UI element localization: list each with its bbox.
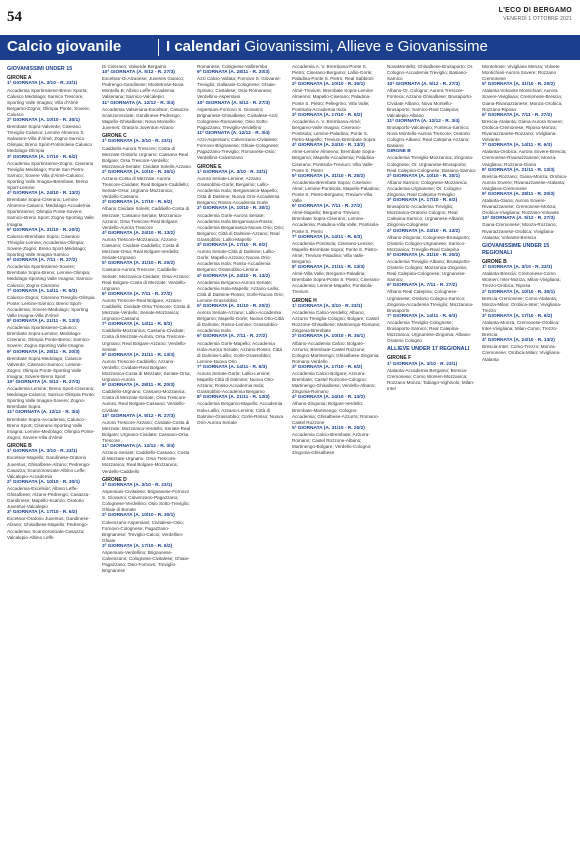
matchday-heading: 7ª GIORNATA (A. 14/11 - R. 6/3) xyxy=(482,143,552,149)
matchday-heading: 7ª GIORNATA (A. 14/11 - R. 6/3) xyxy=(7,288,77,294)
matchday-heading: 1ª GIORNATA (A. 3/10 - R. 23/1) xyxy=(292,303,363,309)
fixture-list: Aspersiani-Verdellino; Brignanese-Calvenzano; Colognese-Civitalese; Ghiaie-Pagazzano; Osio-Fornovo; Treviglio-Brignanese xyxy=(102,550,190,574)
championship-heading: ALLIEVE UNDER 17 REGIONALI xyxy=(387,346,470,353)
fixture-list: Accademia Calcio-Brembate; Azzurra-Romano; Castel Rozzone-Albano; Martinengo-Bolgare; Verdello-Cologno; Zingonia-Ghisalbese xyxy=(292,431,372,456)
matchday-heading: 11ª GIORNATA (A. 12/12 - R. 3/4) xyxy=(197,131,270,137)
matchday-heading: 4ª GIORNATA (A. 24/10 - R. 13/2) xyxy=(482,338,555,344)
issue-date: VENERDÌ 1 OTTOBRE 2021 xyxy=(503,16,572,22)
matchday-heading: 3ª GIORNATA (A. 17/10 - R. 6/2) xyxy=(7,154,78,160)
fixture-list: Aurora Trescore-Azzano; Cividate-Costa di Mezzate; Mozzanica-Verdello; Seriate-Real Bolgare; Urgnano-Cividate; Cassano-Orsa Trescore xyxy=(102,419,191,444)
matchday-heading: 4ª GIORNATA (A. 24/10 - R. 13/2) xyxy=(292,395,365,401)
fixture-list: Albano-Sarnico; Colognese-Mozzanica; Accademia-Urgnanese; Or. Cologno-Zingonia; Real Calepina-Treviglio xyxy=(387,179,468,197)
fixture-list: Atalanta-Monza; Cremonese-Orobica; Inter-Vivigliana; Milan-Como; Trezzo-Brescia xyxy=(482,319,560,338)
matchday-heading: 2ª GIORNATA (A. 10/10 - R. 30/1) xyxy=(197,206,270,212)
fixture-list: Accademia Treviglio-Colognese; Brusaporto-Sarnico; Real Calepina-Mozzanica; Urgnanese-Zingonia; Albano-Oratorio Cologno xyxy=(387,319,472,344)
matchday-heading: 9ª GIORNATA (A. 28/11 - R. 20/3) xyxy=(102,383,175,389)
fixture-list: Albano-Zingonia; Bolgare-Verdello; Brembate-Martinengo; Cologno-Accademia; Ghisalbese-Azzurra; Romano-Castel Rozzone xyxy=(292,401,380,425)
matchday-heading: 4ª GIORNATA (A. 24/10 - R. 13/2) xyxy=(102,230,175,236)
fixture-list: Albano-Accademia Calcio; Bolgare-Azzurra; Brembate-Castel Rozzone; Cologno-Martinengo; Ghisalbese-Zingonia; Romano-Verdello xyxy=(292,340,380,364)
group-heading: GIRONE H xyxy=(292,297,317,304)
fixture-list: Azzano-Seriate; Caddiello-Cassano; Costa di Mezzate-Urgnano; Orsa Trescore-Mozzanica; Real Bolgare-Mozzanica; Verdello-Caddiello xyxy=(102,450,190,474)
matchday-heading: 3ª GIORNATA (A. 17/10 - R. 6/2) xyxy=(7,510,78,516)
matchday-heading: 10ª GIORNATA (A. 5/12 - R. 27/3) xyxy=(102,70,175,76)
matchday-heading: 5ª GIORNATA (A. 31/10 - R. 20/2) xyxy=(102,261,175,267)
article-columns xyxy=(7,64,575,844)
matchday-heading: 3ª GIORNATA (A. 17/10 - R. 6/2) xyxy=(482,313,553,319)
group-heading: GIRONE B xyxy=(482,258,507,265)
column-6 xyxy=(482,64,571,844)
section-title: Calcio giovanile xyxy=(7,38,122,55)
fixture-list: Atalanta-Accademia Bergamo; Brescia-Cremonese; Como Women-Mozzanica; Rozzano-Monza; Tabiago-Vighinolo; Milan-Inter xyxy=(387,367,475,392)
fixture-list: Aurora Trescore-Real Bolgare; Azzano-Caddiello; Cividate-Orsa Trescore; Costa di Mezzate-Verdello; Seriate-Mozzanica; Urgnano-Cassano xyxy=(102,297,191,322)
column-3 xyxy=(197,64,286,844)
fixture-list: Accademia Treviglio-Albano; Brusaporto-Oratorio Cologno; Mozzanica-Zingonia; Real Calepina-Colognese; Urgnanese-Sarnico xyxy=(387,259,471,283)
fixture-list: Brembate Sopra-Accademia; Calusco-Breno Sport; Ciserano-Sporting Valle Imagna; Lemine-Medolago; Olimpia Ponte-Zogno; Sovere-Villa d'Almè xyxy=(7,416,95,440)
fixture-list: Calusco-Brembate Sopra; Ciserano Treviglio-Lemine; Accademia-Olimpia; Sovere-Zogno; Breno Sport-Medolago; Sporting Valle Imagna-Sarnico xyxy=(7,233,87,258)
matchday-heading: 6ª GIORNATA (A. 7/11 - R. 27/2) xyxy=(197,334,267,340)
fixture-list: Accademia Treviglio-Mozzanica; Zingonia-Colognese; Or. Urgnanese-Brusaporto; Real Calepina-Colognese; Basiano-Sarnico xyxy=(387,155,476,173)
matchday-heading: 5ª GIORNATA (A. 31/10 - R. 20/2) xyxy=(7,227,80,233)
group-heading: GIRONE B xyxy=(7,442,32,449)
matchday-heading: 6ª GIORNATA (A. 7/11 - R. 27/2) xyxy=(7,258,77,264)
group-heading: GIRONE D xyxy=(102,476,127,483)
matchday-heading: 2ª GIORNATA (A. 10/10 - R. 30/1) xyxy=(102,513,175,519)
matchday-heading: 5ª GIORNATA (A. 31/10 - R. 20/2) xyxy=(292,173,365,179)
matchday-heading: 6ª GIORNATA (A. 7/11 - R. 27/2) xyxy=(482,112,552,118)
matchday-heading: 3ª GIORNATA (A. 17/10 - R. 6/2) xyxy=(102,543,173,549)
fixture-list: Accademia Sportinsieme-Zogno; Ciserano Treviglio-Medolago; Ponte San Pietro-Sarnico; Sovere Villa d'Almè-Calusco; Sporting Valle Imagna-Brembate; Breno Sport-Lemine xyxy=(7,160,94,190)
matchday-heading: 7ª GIORNATA (A. 14/11 - R. 6/3) xyxy=(292,234,362,240)
fixture-list: NovaMontello; Ghisalbese-Brusaporto; Or. Cologno-Accademia Treviglio; Basiano-Sarnico xyxy=(387,64,474,82)
fixture-list: Accademia-Lemine; Breno Sport-Ciserano; Medolago-Calusco; Sarnico-Olimpia Ponte; Sporting Valle Imagna-Sovere; Zogno-Brembate Sopra xyxy=(7,386,96,410)
matchday-heading: 1ª GIORNATA (A. 3/10 - R. 23/1) xyxy=(7,81,78,87)
matchday-heading: 6ª GIORNATA (A. 7/11 - R. 27/2) xyxy=(292,204,362,210)
matchday-heading: 8ª GIORNATA (A. 21/11 - R. 13/3) xyxy=(197,395,270,401)
fixture-list: Accademia-Pontisola; Ciserano-Lemine; Mapello-Brembate Sopra; Ponte S. Pietro-Almè; Trevium-Paladina; Villa Valle-Bergamo xyxy=(292,240,379,264)
matchday-heading: 3ª GIORNATA (A. 17/10 - R. 6/2) xyxy=(387,198,458,204)
column-2 xyxy=(102,64,191,844)
group-heading: GIRONE C xyxy=(102,133,127,140)
fixture-list: Brescia-Inter; Como-Trezzo; Monza-Cremonese; Orobica-Milan; Vivigliana-Atalanta xyxy=(482,344,561,362)
matchday-heading: 8ª GIORNATA (A. 21/11 - R. 13/3) xyxy=(7,319,80,325)
group-heading: GIRONE F xyxy=(387,355,412,362)
column-1 xyxy=(7,64,96,844)
fixture-list: Almè-Mapello; Bergamo-Trevium; Brembate Sopra-Ciserano; Lemine-Accademia; Paladina-Villa Valle; Pontisola-Ponte S. Pietro xyxy=(292,210,380,234)
fixture-list: Caddiello-Mozzanica; Cassano-Cividate; Costa di Mezzate-Aurora; Orsa Trescore-Urgnano; Real Bolgare-Azzano; Verdello-Seriate xyxy=(102,328,187,352)
page-number: 54 xyxy=(7,9,22,25)
fixture-list: Almè-Trevium; Brembate Sopra-Lemine Almenno; Mapello-Ciserano; Paladina-Ponte S. Pietro; Pellegrino; Villa Valle; Pontisola-Accademia Isola xyxy=(292,88,374,112)
matchday-heading: 11ª GIORNATA (A. 12/12 - R. 3/4) xyxy=(7,410,80,416)
fixture-list: Romanese; Colognese-Valbrembo xyxy=(197,64,268,69)
fixture-list: Albano-Or. Cologno; Aurora Trescore-Fonteca; Azzano-Ghisalbese; Brusaporto-Cividate Albano; Nova Montello-Brusaporto; Sarnico-Real Calepina; Valcalepio-Albano xyxy=(387,88,473,118)
matchday-heading: 11ª GIORNATA (A. 12/12 - R. 3/4) xyxy=(102,444,175,450)
page-title-bold: I calendari xyxy=(166,38,241,55)
fixture-list: Accademia-Brembate Sopra; Ciserano-Almè; Lemine-Pontisola; Mapello-Paladina; Ponte S. Pietro-Bergamo; Trevium-Villa Valle xyxy=(292,179,380,204)
page-header xyxy=(0,0,580,32)
matchday-heading: 5ª GIORNATA (A. 31/10 - R. 20/2) xyxy=(292,425,365,431)
fixture-list: Accademia Gorle-Mapello; Accademia Isola-Aurora Seriate; Azzano-Rosso; Città di Dalmine-Lallio; Gorle-Grassobbio; Lemine-Nuova Orio xyxy=(197,340,283,364)
matchday-heading: 2ª GIORNATA (A. 10/10 - R. 30/1) xyxy=(7,479,80,485)
matchday-heading: 1ª GIORNATA (A. 3/10 - R. 23/1) xyxy=(482,265,553,271)
matchday-heading: 11ª GIORNATA (A. 12/12 - R. 3/4) xyxy=(102,100,175,106)
matchday-heading: 4ª GIORNATA (A. 24/10 - R. 13/2) xyxy=(197,273,270,279)
fixture-list: Aurora Seriate-Gorle; Lallio-Lemine; Mapello-Città di Dalmine; Nuova Orio-Azzano; Rosso-Accademia Isola; Grassobbio-Accademia Bergamo xyxy=(197,371,275,395)
matchday-heading: 9ª GIORNATA (A. 28/11 - R. 20/3) xyxy=(482,191,555,197)
matchday-heading: 2ª GIORNATA (A. 10/10 - R. 30/1) xyxy=(7,117,80,123)
matchday-heading: 5ª GIORNATA (A. 31/10 - R. 20/2) xyxy=(197,303,270,309)
publication-name: L'ECO DI BERGAMO xyxy=(498,7,572,14)
matchday-heading: 2ª GIORNATA (A. 10/10 - R. 30/1) xyxy=(292,82,365,88)
matchday-heading: 10ª GIORNATA (A. 5/12 - R. 27/3) xyxy=(102,413,175,419)
fixture-list: Albano-Real Calepina; Colognese-Urgnanese; Oratorio Cologno-Sarnico; Zingonia-Accademia Treviglio; Mozzanica-Brusaporto xyxy=(387,289,474,313)
fixture-list: Calusco-Zogno; Ciserano Treviglio-Olimpia Ponte; Lemine-Sarnico; Breno Sport-Accademia; Sovere-Medolago; Sporting Valle Imagna-Villa d'Almè xyxy=(7,294,95,318)
column-5 xyxy=(387,64,476,844)
fixture-list: Accademia Sportinsieme-Sovere; Brembate Sopra-Breno; Lemine-Olimpia; Medolago-Sporting Valle Imagna; Sarnico-Calusco; Zogno-Ciserano xyxy=(7,264,94,288)
fixture-list: Accademia Valseriana-Excelsior; Casazza-Scanzorosciate; Gandinese-Pedrengo; Mapello-Ghisalbese; Nova Montello-Juvenes; Oratorio Juventus-Alzano xyxy=(102,106,190,130)
matchday-heading: 6ª GIORNATA (A. 7/11 - R. 27/2) xyxy=(387,283,457,289)
fixture-list: Brembate Sopra-Ciserano; Lemine Almenno-Calusco; Medolago-Accademia Sportinsieme; Olimpia Ponte-Sovere; Sarnico-Breno Sport; Zogno-Sporting Valle Imagna xyxy=(7,197,94,227)
matchday-heading: 6ª GIORNATA (A. 7/11 - R. 27/2) xyxy=(102,291,172,297)
fixture-list: Albano-Zingonia; Colognese-Brusaporto; Oratorio Cologno-Urgnanese; Sarnico-Mozzanica; Treviglio-Real Calepina xyxy=(387,234,471,252)
section-banner xyxy=(0,35,580,60)
fixture-list: Aurora Seriate-Città di Dalmine; Lallio-Gorle; Mapello-Azzano; Nuova Orio-Accademia Isola; Rosso-Accademia Bergamo; Grassobbio-Lemine xyxy=(197,249,276,273)
matchday-heading: GIRONE B xyxy=(387,149,411,155)
fixture-list: Giana-Cremonese; Monza-Rozzano; Rivanazzanese-Orobica; Vivigliana-Atalanta; Volvante-Brescia xyxy=(482,222,557,240)
matchday-heading: 4ª GIORNATA (A. 24/10 - R. 13/2) xyxy=(7,191,80,197)
fixture-list: Brusaporto-Accademia Treviglio; Mozzanica-Oratorio Cologno; Real Calepina-Sarnico; Urgnanese-Albano; Zingonia-Colognese xyxy=(387,204,465,228)
fixture-list: Accademia-Excelsior; Albino Leffe-Ghisalbese; Alzano-Pedrengo; Casazza-Gandinese; Mapello-Scanzo; Oratorio Juventus-Valcalepio xyxy=(7,485,90,510)
fixture-list: Azzi-Aspersiani; Calvenzano-Civitalese; Fornovo-Brignanese; Ghiaie-Colognese; Pagazzano-Treviglio; Romanese-Osio; Verdellino-Calvenzano xyxy=(197,137,280,161)
championship-heading: GIOVANISSIME UNDER 15 REGIONALI xyxy=(482,242,550,256)
fixture-list: Calvenzano-Aspersiani; Civitalese-Osio; Fornovo-Colognese; Pagazzano-Brignanese; Treviglio-Calcio; Verdellino-Ghiaie xyxy=(102,519,184,543)
fixture-list: Aspersiani-Fornovo S. Giovanni; Brignanese-Ghisalbese; Civitalese-Azzi; Colognese-Romanese; Osio Sotto-Pagazzano; Treviglio-Verdellino xyxy=(197,106,279,130)
matchday-heading: 10ª GIORNATA (A. 5/12 - R. 27/3) xyxy=(387,82,460,88)
matchday-heading: 7ª GIORNATA (A. 14/11 - R. 6/3) xyxy=(387,313,457,319)
fixture-list: Brescia-Cremonese; Como-Atalanta; Monza-Milan; Orobica-Inter; Vivigliana-Trezzo xyxy=(482,295,562,313)
column-4 xyxy=(292,64,381,844)
matchday-heading: 8ª GIORNATA (A. 21/11 - R. 13/3) xyxy=(102,352,175,358)
fixture-list: Accademia A. V. Brembana-Ponte S. Pietro; Ciserano-Bergamo; Lallio-Gorle; Paladina-Ponte S. Pietro; Real Sabbioni xyxy=(292,64,374,82)
fixture-list: Aspersiani-Civitalese; Brignanese-Fornovo S. Giovanni; Calvenzano-Pagazzano; Colognese-Verdellino; Osio Sotto-Treviglio; Ghiaie di Bonate xyxy=(102,489,190,513)
fixture-list: Brusaporto-Valcalepio; Fonteca-Sarnico; Nova Montello-Aurora Trescore; Oratorio Cologno-Albano; Real Calepina-Azzano; Basiano xyxy=(387,124,470,149)
matchday-heading: 1ª GIORNATA (A. 3/10 - R. 23/1) xyxy=(102,483,173,488)
matchday-heading: 5ª GIORNATA (A. 31/10 - R. 20/2) xyxy=(387,252,460,258)
matchday-heading: 3ª GIORNATA (A. 17/10 - R. 6/2) xyxy=(102,200,173,206)
matchday-heading: 2ª GIORNATA (A. 10/10 - R. 30/1) xyxy=(387,173,460,179)
page-title xyxy=(166,38,488,55)
fixture-list: Excelsior-Di Alzanese; Juvenes Gianico; Pedrengo-Gandinese; Montetrose-Nova Montello B; Albino Leffe-Accademia Valseriana; Sarnico-Valcalepio xyxy=(102,76,185,100)
fixture-list: Aurora Trescore-Mozzanica; Azzano-Cassano; Cividate-Caddiello; Costa di Mezzate-Orsa; Real Bolgare-Verdello; Seriate-Urgnano xyxy=(102,236,180,261)
fixture-list: Accademia Bergamo-Mapello; Accademia Isola-Lallio; Azzano-Lemine; Città di Dalmine-Grassobbio; Gorle-Rosso; Nuova Orio-Aurora Seriate xyxy=(197,401,284,425)
championship-heading: GIOVANISSIMI UNDER 15 xyxy=(7,66,73,72)
matchday-heading: 1ª GIORNATA (A. 3/10 - R. 23/1) xyxy=(197,169,268,175)
matchday-heading: 3ª GIORNATA (A. 17/10 - R. 6/2) xyxy=(197,243,268,249)
fixture-list: Accademia Calcio-Verdello; Albano; Azzurra Treviglio-Cologno; Bolgare; Castel Rozzone-Ghisalbese; Martinengo-Romano; Zingonia-Brembate xyxy=(292,310,381,334)
matchday-heading: 2ª GIORNATA (A. 10/10 - R. 30/1) xyxy=(102,169,175,175)
matchday-heading: 9ª GIORNATA (A. 28/11 - R. 20/3) xyxy=(7,349,80,355)
fixture-list: Aurora Trescore-Caddiello; Azzano-Verdello; Cividate-Real Bolgare; Mozzanica-Costa di Mezzate; Seriate-Orsa; Urgnano-Aurora xyxy=(102,358,191,383)
matchday-heading: 8ª GIORNATA (A. 21/11 - R. 13/3) xyxy=(482,167,555,173)
matchday-heading: 1ª GIORNATA (A. 3/10 - R. 23/1) xyxy=(102,139,173,145)
matchday-heading: 4ª GIORNATA (A. 24/10 - R. 13/2) xyxy=(292,143,365,149)
fixture-list: Brescia-Atalanta; Giana-Aurora Sovere; Orobica-Cremonese; Riposo-Monza; Rivanazzanese-Rozzano; Vivigliana-Volvante xyxy=(482,118,563,143)
fixture-list: Accademia Calcio-Bolgare; Azzurra-Brembate; Castel Rozzone-Cologno; Martinengo-Ghisalbese; Verdello-Albano; Zingonia-Romano xyxy=(292,371,376,395)
page-title-rest: Giovanissimi, Allieve e Giovanissime xyxy=(240,38,488,55)
matchday-heading: 1ª GIORNATA (A. 3/10 - R. 23/1) xyxy=(387,361,458,367)
matchday-heading: 9ª GIORNATA (A. 28/11 - R. 20/3) xyxy=(197,70,270,76)
fixture-list: Brembate Sopra-Medolago; Calusco-Valverde; Ciserano-Sarnico; Lemine-Zogno; Olimpia Ponte-Sporting Valle Imagna; Sovere-Breno Sport xyxy=(7,355,83,379)
fixture-list: Aurora Seriate-Azzano; Lallio-Accademia Bergamo; Mapello-Gorle; Nuova Orio-Città di Dalmine; Rosso-Lemine; Grassobbio-Accademia Isola xyxy=(197,310,284,334)
matchday-heading: 10ª GIORNATA (A. 5/12 - R. 27/3) xyxy=(197,100,270,106)
fixture-list: Almè-Villa Valle; Bergamo-Paladina; Brembate Sopra-Ponte S. Pietro; Ciserano-Accademia; Lemine-Mapello; Pontisola-Trevium xyxy=(292,271,381,295)
matchday-heading: 3ª GIORNATA (A. 17/10 - R. 6/2) xyxy=(292,112,363,118)
fixture-list: Brembate Sopra-Valverde; Ciserano Treviglio-Calusco; Lemine Almenno S. Salvatore-Villa d'Almè; Zogno-Sarnico Olimpia; Breno Sport-Pontirolese Calusco Medolago-Olimpia xyxy=(7,124,93,154)
fixture-list: Almè-Lemine Almenno; Brembate Sopra-Bergamo; Mapello-Accademia; Paladina-Ciserano; Pontisola-Trevium; Villa Valle-Ponte S. Pietro xyxy=(292,149,376,173)
fixture-list: Azzano-Costa di Mezzate; Aurora Trescore-Cividate; Real Bolgare-Caddiello; Seriate-Orsa; Urgnano-Mozzanica; Verdello-Cassano xyxy=(102,176,190,200)
fixture-list: Cassano-Aurora Trescore; Caddiello-Seriate; Mozzanica-Cividate; Orsa-Azzano; Real Bolgare-Costa di Mezzate; Verdello-Urgnano xyxy=(102,267,190,291)
fixture-list: Accademia Gorle-Aurora Seriate; Accademia Isola Bergamasca-Rosso; Accademia Bergamasca-Nuova Orio; Orio; Bergamo; Città di Dalmine-Azzano; Real Grassobbio; Lallio-Mapello xyxy=(197,212,285,242)
fixture-list: Azzi Calcio-Vallata; Fornovo S. Giovanni-Treviglio; Gallarate-Colognese; Ghiaie-Spirano; Civitalese; Osio-Romanese; Verdellino-Aspersiani xyxy=(197,76,281,100)
banner-divider xyxy=(158,39,159,56)
matchday-heading: 1ª GIORNATA (A. 3/10 - R. 23/1) xyxy=(7,449,78,455)
fixture-list: Accademia Sportinsieme-Breno Sporta; Calusco Medolago; Sarnico Trescore; Sporting Valle Imagna; Villa d'Almè Bergamo-Zogno; Olimpia Ponte; Sovere; Calusco xyxy=(7,87,90,117)
fixture-list: Accademia A. V. Brembana-Almè; Bergamo-Valle Imagna; Ciserano-Pontisola; Lemine-Paladina; Ponte S. Pietro-Mapello; Trevium-Brembate Sopra xyxy=(292,118,376,143)
matchday-heading: 5ª GIORNATA (A. 31/10 - R. 20/2) xyxy=(482,82,555,88)
matchday-heading: 11ª GIORNATA (A. 12/12 - R. 3/4) xyxy=(387,118,460,124)
fixture-list: Atalanta-Brescia; Cremonese-Como Women; Inter-Monza; Milan-Vivigliana; Trezzo-Orobica; Riposa xyxy=(482,271,561,289)
fixture-list: Montelrose; Vivigliana Menza; Volvete Montichiari-Aurora Sovere; Rozzano Cremonese xyxy=(482,64,560,82)
matchday-heading: 7ª GIORNATA (A. 14/11 - R. 6/3) xyxy=(197,364,267,370)
fixture-list: Di Ciserano; Valverde Bergamo xyxy=(102,64,167,69)
group-heading: GIRONE E xyxy=(197,163,222,170)
fixture-list: Caddiello-Aurora Trescore; Costa di Mezzate-Oratorio Urgnano; Cassano-Real Bolgare; Orsa Trescore-Verdello; Mozzanica-Seriate; Cividate Soleils-Azzano xyxy=(102,145,191,169)
fixture-list: Caddiello-Urgnano; Cassano-Mozzanica; Costa di Mezzate-Seriate; Orsa Trescore-Aurora; Real Bolgare-Cassano; Verdello-Cividate xyxy=(102,389,187,413)
matchday-heading: 4ª GIORNATA (A. 24/10 - R. 13/2) xyxy=(387,228,460,234)
fixture-list: Brescia-Rozzano; Giana-Monza; Orobica-Aurora Sovere; Rivanazzanese-Atalanta; Vivigliana-Cremonese xyxy=(482,173,568,191)
matchday-heading: 2ª GIORNATA (A. 10/10 - R. 30/1) xyxy=(292,334,365,340)
matchday-heading: 8ª GIORNATA (A. 21/11 - R. 13/3) xyxy=(292,265,365,271)
fixture-list: Atalanta-Giana; Aurora Sovere-Rivanazzanese; Cremonese-Monza; Orobica-Vivigliana; Rozzano-Volvante xyxy=(482,198,560,216)
matchday-heading: 10ª GIORNATA (A. 5/12 - R. 27/3) xyxy=(482,216,555,222)
matchday-heading: 2ª GIORNATA (A. 10/10 - R. 30/1) xyxy=(482,289,555,295)
fixture-list: Atalanta-Orobica; Aurora Sovere-Brescia; Cremonese-Rivanazzanese; Monza-Vivigliana; Rozzano-Giana xyxy=(482,149,567,167)
group-heading: GIRONE A xyxy=(7,75,32,81)
fixture-list: Excelsior-Mapello; Gandinese-Oratorio Juventus; Ghisalbese-Alzano; Pedrengo-Casazza; Scanzorosciate-Albino Leffe; Valcalepio-Accademia xyxy=(7,455,91,479)
fixture-list: Aurora Seriate-Lemine; Azzano Grassobbio-Gorle; Bergamo; Lallio-Accademia Isola; Bergamasca-Mapello; Città di Dalmine; Nuova Orio-Accademia Bergamo; Rosso-Accademia Gorle xyxy=(197,176,280,206)
fixture-list: Albano Cividate Soleils; Caddiello-Costa di Mezzate; Cassano-Seriate; Mozzanica-Azzano; Orsa Trescore-Real Bolgare; Verdello-Aurora Trescore xyxy=(102,206,190,230)
matchday-heading: 7ª GIORNATA (A. 14/11 - R. 6/3) xyxy=(102,322,172,328)
matchday-heading: 3ª GIORNATA (A. 17/10 - R. 6/2) xyxy=(292,364,363,370)
matchday-heading: 10ª GIORNATA (A. 5/12 - R. 27/3) xyxy=(7,380,80,385)
fixture-list: Atalanta-Volvante Montichiari; Aurora Sovere-Vivigliana; Cremonese-Brescia; Giana-Rivanazzanese; Monza-Orobica; Rozzano-Riposa xyxy=(482,88,563,112)
fixture-list: Accademia Sportinsieme-Calusco; Brembate Sopra-Lemine; Medolago-Ciserano; Olimpia Ponte-Breno; Sarnico-Sovere; Zogno-Sporting Valle Imagna xyxy=(7,325,91,349)
fixture-list: Accademia Bergamo-Aurora Seriate; Accademia Isola-Mapello; Azzano-Lallio; Città di Dalmine-Rosso; Gorle-Nuova Orio; Lemine-Grassobbio xyxy=(197,279,284,303)
fixture-list: Excelsior-Oratorio Juventus; Gandinese-Alzano; Ghisalbese-Mapello; Pedrengo-Accademia; Scanzorosciate-Casazza; Valcalepio-Albino Leffe xyxy=(7,516,90,540)
